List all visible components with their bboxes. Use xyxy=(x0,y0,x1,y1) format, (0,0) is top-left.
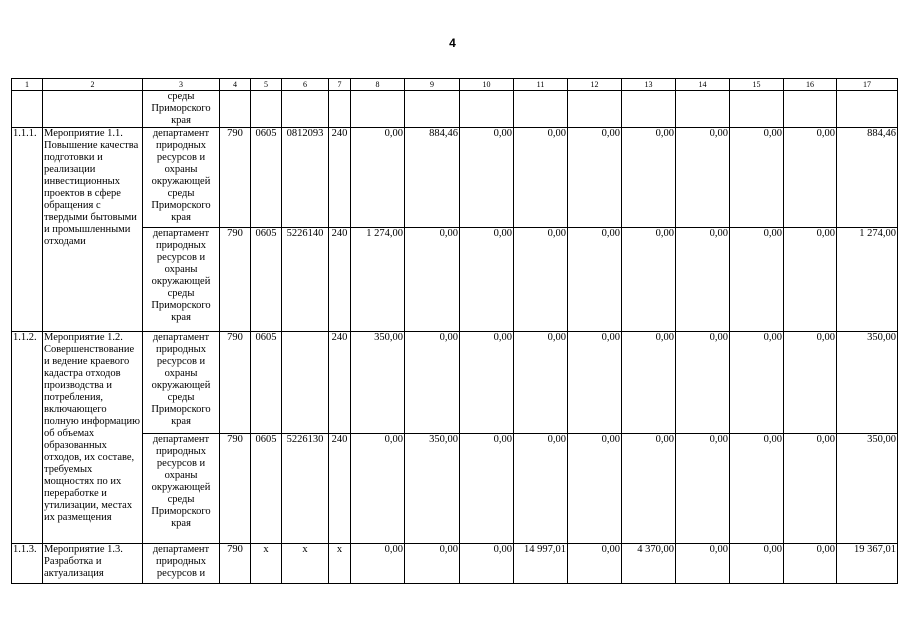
column-number: 15 xyxy=(730,79,784,91)
value-cell: 0,00 xyxy=(351,544,405,584)
value-cell: 0,00 xyxy=(730,332,784,434)
code-cell: 0812093 xyxy=(282,128,329,228)
value-cell: 0,00 xyxy=(514,332,568,434)
column-number: 9 xyxy=(405,79,460,91)
table-row xyxy=(12,332,898,434)
column-number: 11 xyxy=(514,79,568,91)
value-cell: 0,00 xyxy=(676,228,730,332)
value-cell: 0,00 xyxy=(460,128,514,228)
value-cell: 0,00 xyxy=(676,128,730,228)
column-number: 7 xyxy=(329,79,351,91)
code-cell: 240 xyxy=(329,434,351,544)
value-cell: 0,00 xyxy=(784,332,837,434)
code-cell: 790 xyxy=(220,544,251,584)
code-cell: 240 xyxy=(329,128,351,228)
column-number: 8 xyxy=(351,79,405,91)
code-cell: х xyxy=(329,544,351,584)
code-cell: 240 xyxy=(329,332,351,434)
activity-name: Мероприятие 1.1. Повышение качества подготовки и реализации инвестиционных проектов в сфере обращения с твердыми бытовыми и промышленными отходами xyxy=(43,128,143,332)
value-cell: 0,00 xyxy=(568,434,622,544)
code-cell: 790 xyxy=(220,128,251,228)
column-number: 1 xyxy=(12,79,43,91)
value-cell: 0,00 xyxy=(568,228,622,332)
value-cell: 0,00 xyxy=(730,228,784,332)
value-cell: 884,46 xyxy=(837,128,898,228)
code-cell: 5226130 xyxy=(282,434,329,544)
code-cell xyxy=(282,332,329,434)
code-cell: 0605 xyxy=(251,128,282,228)
value-cell: 0,00 xyxy=(568,544,622,584)
org-cell: департамент природных ресурсов и xyxy=(143,544,220,584)
value-cell: 0,00 xyxy=(514,434,568,544)
table-row xyxy=(12,228,898,332)
value-cell: 0,00 xyxy=(730,544,784,584)
code-cell: 0605 xyxy=(251,228,282,332)
org-cell: среды Приморского края xyxy=(143,91,220,128)
row-number: 1.1.1. xyxy=(12,128,43,332)
column-number-row xyxy=(12,79,898,91)
value-cell: 0,00 xyxy=(676,434,730,544)
table-row xyxy=(12,544,898,584)
activity-name: Мероприятие 1.3. Разработка и актуализация xyxy=(43,544,143,584)
column-number: 17 xyxy=(837,79,898,91)
column-number: 5 xyxy=(251,79,282,91)
value-cell: 0,00 xyxy=(405,332,460,434)
column-number: 13 xyxy=(622,79,676,91)
value-cell: 350,00 xyxy=(351,332,405,434)
code-cell: 240 xyxy=(329,228,351,332)
value-cell: 0,00 xyxy=(784,228,837,332)
value-cell: 0,00 xyxy=(784,128,837,228)
value-cell: 350,00 xyxy=(837,332,898,434)
budget-table xyxy=(11,78,898,584)
org-cell: департамент природных ресурсов и охраны окружающей среды Приморского края xyxy=(143,332,220,434)
value-cell: 1 274,00 xyxy=(351,228,405,332)
table-body xyxy=(12,79,898,584)
column-number: 12 xyxy=(568,79,622,91)
value-cell: 0,00 xyxy=(460,228,514,332)
code-cell: 790 xyxy=(220,228,251,332)
code-cell: х xyxy=(251,544,282,584)
code-cell: 0605 xyxy=(251,434,282,544)
value-cell: 0,00 xyxy=(622,434,676,544)
value-cell: 0,00 xyxy=(568,128,622,228)
value-cell: 4 370,00 xyxy=(622,544,676,584)
value-cell: 1 274,00 xyxy=(837,228,898,332)
row-number: 1.1.3. xyxy=(12,544,43,584)
code-cell: 790 xyxy=(220,332,251,434)
activity-name: Мероприятие 1.2. Совершенствование и ведение краевого кадастра отходов производства и потребления, включающего полную информацию об объемах образованных отходов, их составе, требуемых мощностях по их переработке и утилизации, местах их размещения xyxy=(43,332,143,544)
value-cell: 0,00 xyxy=(351,128,405,228)
column-number: 3 xyxy=(143,79,220,91)
value-cell: 350,00 xyxy=(405,434,460,544)
value-cell: 0,00 xyxy=(784,434,837,544)
value-cell: 0,00 xyxy=(514,228,568,332)
org-cell: департамент природных ресурсов и охраны окружающей среды Приморского края xyxy=(143,228,220,332)
value-cell: 0,00 xyxy=(784,544,837,584)
org-cell: департамент природных ресурсов и охраны окружающей среды Приморского края xyxy=(143,128,220,228)
value-cell: 19 367,01 xyxy=(837,544,898,584)
table-row xyxy=(12,91,898,128)
value-cell: 0,00 xyxy=(622,128,676,228)
value-cell: 0,00 xyxy=(676,544,730,584)
table-row xyxy=(12,434,898,544)
column-number: 14 xyxy=(676,79,730,91)
code-cell: 0605 xyxy=(251,332,282,434)
value-cell: 0,00 xyxy=(622,332,676,434)
value-cell: 0,00 xyxy=(460,434,514,544)
row-number: 1.1.2. xyxy=(12,332,43,544)
value-cell: 0,00 xyxy=(730,128,784,228)
value-cell: 0,00 xyxy=(405,544,460,584)
value-cell: 0,00 xyxy=(676,332,730,434)
value-cell: 14 997,01 xyxy=(514,544,568,584)
value-cell: 0,00 xyxy=(351,434,405,544)
table-row xyxy=(12,128,898,228)
column-number: 6 xyxy=(282,79,329,91)
org-cell: департамент природных ресурсов и охраны окружающей среды Приморского края xyxy=(143,434,220,544)
code-cell: 5226140 xyxy=(282,228,329,332)
code-cell: х xyxy=(282,544,329,584)
value-cell: 350,00 xyxy=(837,434,898,544)
column-number: 4 xyxy=(220,79,251,91)
value-cell: 0,00 xyxy=(460,544,514,584)
page-number: 4 xyxy=(449,36,456,50)
column-number: 16 xyxy=(784,79,837,91)
value-cell: 0,00 xyxy=(460,332,514,434)
code-cell: 790 xyxy=(220,434,251,544)
column-number: 10 xyxy=(460,79,514,91)
value-cell: 0,00 xyxy=(514,128,568,228)
value-cell: 884,46 xyxy=(405,128,460,228)
value-cell: 0,00 xyxy=(568,332,622,434)
value-cell: 0,00 xyxy=(730,434,784,544)
value-cell: 0,00 xyxy=(622,228,676,332)
column-number: 2 xyxy=(43,79,143,91)
value-cell: 0,00 xyxy=(405,228,460,332)
